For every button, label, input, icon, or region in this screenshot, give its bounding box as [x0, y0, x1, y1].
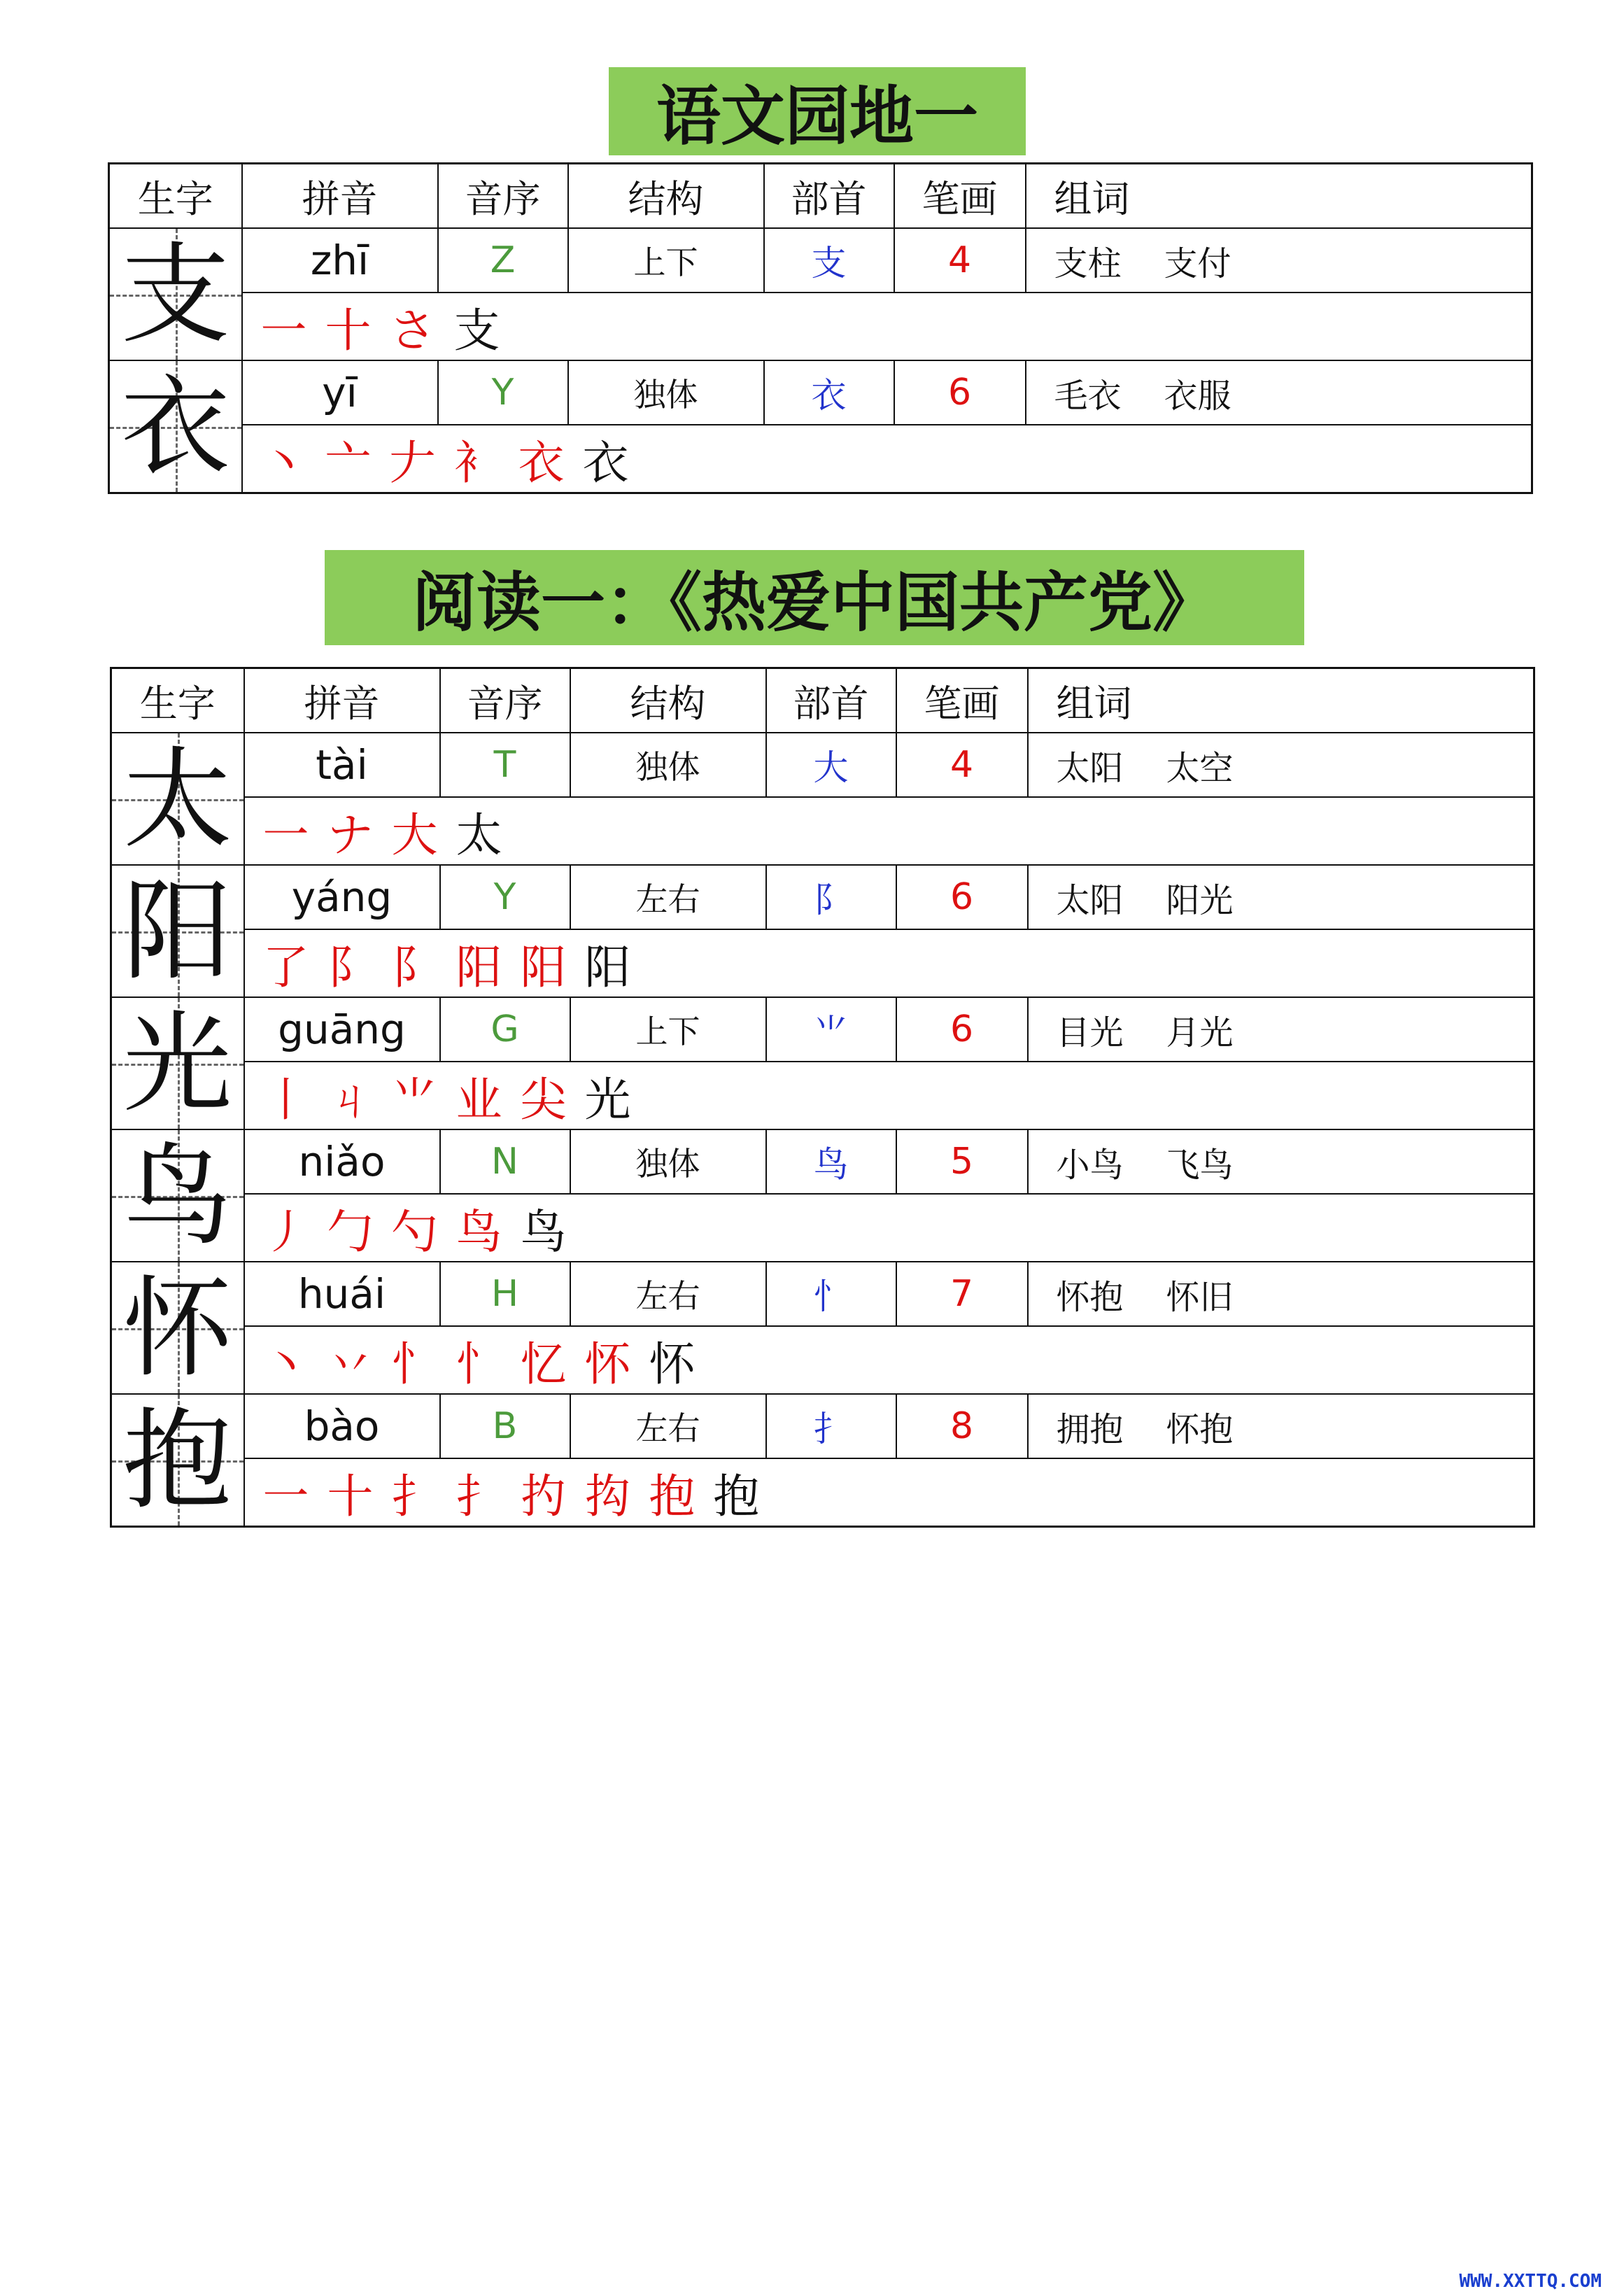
pinyin-cell: yáng — [244, 865, 440, 929]
header-shengzi: 生字 — [109, 164, 242, 229]
char-table-yuedu-yi — [110, 667, 1535, 1528]
zuci-cell: 太阳 阳光 — [1028, 865, 1534, 929]
stroke-step: 阝 — [391, 941, 442, 994]
stroke-order-row — [111, 1194, 1534, 1262]
header-bihua: 笔画 — [896, 668, 1028, 733]
hanzi-glyph: 阳 — [122, 867, 232, 995]
stroke-step: 𠂇 — [389, 436, 440, 490]
yinxu-cell: N — [440, 1129, 570, 1194]
stroke-step: ㄐ — [327, 1073, 378, 1127]
char-row — [111, 865, 1534, 929]
jiegou-cell: 上下 — [570, 997, 766, 1062]
hanzi-glyph: 怀 — [122, 1264, 232, 1392]
pinyin-cell: tài — [244, 733, 440, 797]
jiegou-cell: 左右 — [570, 1394, 766, 1458]
stroke-step: 怀 — [649, 1337, 700, 1391]
jiegou-cell: 左右 — [570, 1262, 766, 1326]
zuci-cell: 目光 月光 — [1028, 997, 1534, 1062]
yinxu-cell: B — [440, 1394, 570, 1458]
char-row — [111, 733, 1534, 797]
char-row — [111, 1394, 1534, 1458]
header-yinxu: 音序 — [438, 164, 568, 229]
jiegou-cell: 上下 — [568, 228, 764, 293]
pinyin-cell: guāng — [244, 997, 440, 1062]
stroke-step: 丶 — [260, 436, 311, 490]
stroke-order-row — [109, 425, 1532, 493]
table-header-row — [109, 164, 1532, 229]
jiegou-cell: 独体 — [568, 360, 764, 425]
bushou-cell: 衣 — [764, 360, 894, 425]
zuci-cell: 怀抱 怀旧 — [1028, 1262, 1534, 1326]
header-bushou: 部首 — [764, 164, 894, 229]
table-header-row — [111, 668, 1534, 733]
yinxu-cell: H — [440, 1262, 570, 1326]
hanzi-cell — [111, 997, 244, 1129]
stroke-step: 忆 — [520, 1337, 571, 1391]
stroke-step: 怀 — [584, 1337, 635, 1391]
yinxu-cell: Y — [440, 865, 570, 929]
stroke-order-row — [111, 1458, 1534, 1527]
stroke-order-cell — [244, 1326, 1534, 1394]
stroke-order-cell — [244, 929, 1534, 997]
stroke-step: 勺 — [391, 1205, 442, 1259]
bushou-cell: ⺌ — [766, 997, 896, 1062]
stroke-order-row — [111, 797, 1534, 865]
zuci-cell: 支柱 支付 — [1026, 228, 1532, 293]
char-table-yuwen-yuandi — [108, 162, 1533, 494]
bushou-cell: 扌 — [766, 1394, 896, 1458]
bushou-cell: 支 — [764, 228, 894, 293]
stroke-order-cell — [244, 1194, 1534, 1262]
stroke-step: 支 — [453, 304, 504, 358]
bihua-cell: 7 — [896, 1262, 1028, 1326]
header-jiegou: 结构 — [570, 668, 766, 733]
char-row — [109, 360, 1532, 425]
stroke-order-cell — [244, 1458, 1534, 1527]
stroke-step: 丨 — [262, 1073, 313, 1127]
pinyin-cell: niǎo — [244, 1129, 440, 1194]
stroke-step: 抱 — [649, 1470, 700, 1523]
stroke-step: 衣 — [518, 436, 569, 490]
jiegou-cell: 左右 — [570, 865, 766, 929]
hanzi-glyph: 鸟 — [122, 1132, 232, 1260]
header-bihua: 笔画 — [894, 164, 1026, 229]
bihua-cell: 5 — [896, 1129, 1028, 1194]
stroke-step: 鸟 — [456, 1205, 507, 1259]
bihua-cell: 6 — [896, 865, 1028, 929]
yinxu-cell: T — [440, 733, 570, 797]
stroke-step: 丶 — [262, 1337, 313, 1391]
section-title-yuwen-yuandi: 语文园地一 — [609, 67, 1026, 155]
stroke-step: 太 — [456, 808, 507, 862]
pinyin-cell: bào — [244, 1394, 440, 1458]
stroke-step: 抱 — [713, 1470, 764, 1523]
stroke-step: 扌 — [456, 1470, 507, 1523]
stroke-step: 一 — [260, 304, 311, 358]
stroke-step: 忄 — [456, 1337, 507, 1391]
stroke-step: 丿 — [262, 1205, 313, 1259]
stroke-order-row — [111, 929, 1534, 997]
stroke-step: 衣 — [582, 436, 633, 490]
hanzi-cell — [111, 865, 244, 997]
section-title-yuedu-yi: 阅读一：《热爱中国共产党》 — [325, 550, 1304, 645]
stroke-step: 阳 — [456, 941, 507, 994]
hanzi-glyph: 太 — [122, 735, 232, 863]
bushou-cell: 阝 — [766, 865, 896, 929]
stroke-step: 业 — [456, 1073, 507, 1127]
hanzi-glyph: 光 — [122, 999, 232, 1127]
header-pinyin: 拼音 — [242, 164, 438, 229]
pinyin-cell: huái — [244, 1262, 440, 1326]
stroke-step: 扌 — [391, 1470, 442, 1523]
zuci-cell: 太阳 太空 — [1028, 733, 1534, 797]
stroke-step: 十 — [327, 1470, 378, 1523]
header-pinyin: 拼音 — [244, 668, 440, 733]
char-row — [109, 228, 1532, 293]
bushou-cell: 大 — [766, 733, 896, 797]
header-jiegou: 结构 — [568, 164, 764, 229]
char-row — [111, 1262, 1534, 1326]
bihua-cell: 6 — [894, 360, 1026, 425]
stroke-step: 一 — [262, 1470, 313, 1523]
yinxu-cell: Z — [438, 228, 568, 293]
stroke-step: 忄 — [391, 1337, 442, 1391]
hanzi-cell — [111, 1262, 244, 1394]
bihua-cell: 4 — [896, 733, 1028, 797]
bushou-cell: 忄 — [766, 1262, 896, 1326]
stroke-step: 丷 — [327, 1337, 378, 1391]
yinxu-cell: Y — [438, 360, 568, 425]
stroke-step: 大 — [391, 808, 442, 862]
header-zuci: 组词 — [1026, 164, 1532, 229]
hanzi-cell — [109, 228, 242, 360]
stroke-step: さ — [389, 304, 440, 358]
header-yinxu: 音序 — [440, 668, 570, 733]
pinyin-cell: yī — [242, 360, 438, 425]
stroke-step: 一 — [262, 808, 313, 862]
hanzi-cell — [111, 733, 244, 865]
footer-url: WWW.XXTTQ.COM — [1459, 2271, 1602, 2292]
stroke-step: 光 — [584, 1073, 635, 1127]
bihua-cell: 4 — [894, 228, 1026, 293]
stroke-step: 尖 — [520, 1073, 571, 1127]
hanzi-glyph: 衣 — [120, 362, 230, 491]
stroke-step: 十 — [325, 304, 376, 358]
zuci-cell: 拥抱 怀抱 — [1028, 1394, 1534, 1458]
stroke-step: ナ — [327, 808, 378, 862]
zuci-cell: 毛衣 衣服 — [1026, 360, 1532, 425]
jiegou-cell: 独体 — [570, 733, 766, 797]
hanzi-glyph: 抱 — [122, 1396, 232, 1524]
char-row — [111, 1129, 1534, 1194]
stroke-step: 亠 — [325, 436, 376, 490]
hanzi-cell — [109, 360, 242, 493]
stroke-step: 勹 — [327, 1205, 378, 1259]
stroke-step: 阳 — [584, 941, 635, 994]
stroke-order-row — [111, 1062, 1534, 1129]
zuci-cell: 小鸟 飞鸟 — [1028, 1129, 1534, 1194]
stroke-step: 衤 — [453, 436, 504, 490]
hanzi-glyph: 支 — [120, 230, 230, 358]
stroke-order-cell — [242, 293, 1532, 360]
stroke-step: 阝 — [327, 941, 378, 994]
stroke-step: 抅 — [584, 1470, 635, 1523]
hanzi-cell — [111, 1129, 244, 1262]
stroke-step: 鸟 — [520, 1205, 571, 1259]
stroke-step: 阳 — [520, 941, 571, 994]
char-row — [111, 997, 1534, 1062]
hanzi-cell — [111, 1394, 244, 1527]
header-shengzi: 生字 — [111, 668, 244, 733]
bihua-cell: 8 — [896, 1394, 1028, 1458]
yinxu-cell: G — [440, 997, 570, 1062]
stroke-step: 了 — [262, 941, 313, 994]
header-zuci: 组词 — [1028, 668, 1534, 733]
stroke-order-cell — [244, 797, 1534, 865]
jiegou-cell: 独体 — [570, 1129, 766, 1194]
stroke-order-cell — [242, 425, 1532, 493]
bihua-cell: 6 — [896, 997, 1028, 1062]
bushou-cell: 鸟 — [766, 1129, 896, 1194]
stroke-step: ⺌ — [391, 1073, 442, 1127]
stroke-order-row — [111, 1326, 1534, 1394]
stroke-order-cell — [244, 1062, 1534, 1129]
stroke-order-row — [109, 293, 1532, 360]
stroke-step: 扚 — [520, 1470, 571, 1523]
header-bushou: 部首 — [766, 668, 896, 733]
pinyin-cell: zhī — [242, 228, 438, 293]
